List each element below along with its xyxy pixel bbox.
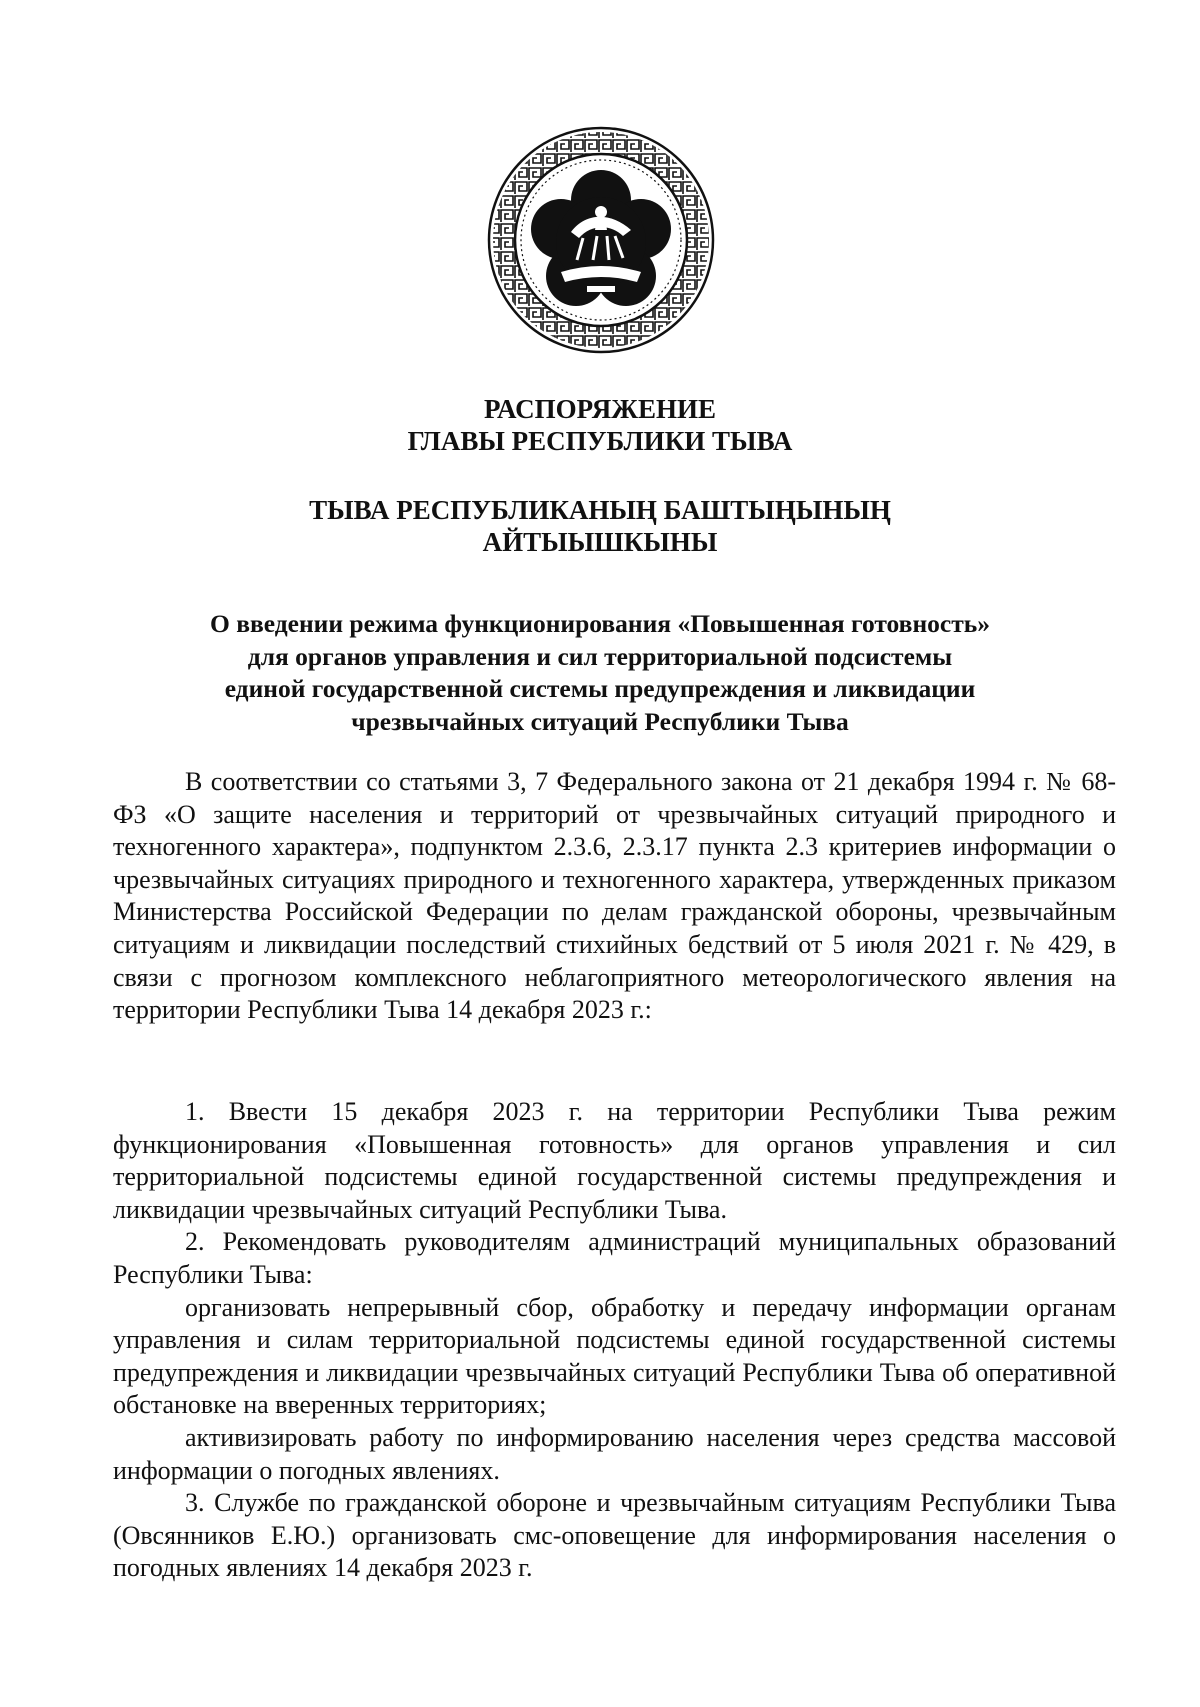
coat-of-arms-of-tuva-icon	[486, 125, 716, 355]
order-item-2: 2. Рекомендовать руководителям администраций муниципальных образований Республики Тыва:	[113, 1227, 1116, 1289]
subject-line3: единой государственной системы предупреждения и ликвидации	[224, 674, 976, 703]
order-title-line1: РАСПОРЯЖЕНИЕ	[483, 394, 717, 424]
preamble-paragraph	[113, 766, 1116, 1027]
order-title	[0, 393, 1200, 457]
order-title-line2: ГЛАВЫ РЕСПУБЛИКИ ТЫВА	[407, 426, 793, 456]
subject-line4: чрезвычайных ситуаций Республики Тыва	[351, 706, 849, 736]
tuvan-title-line1: ТЫВА РЕСПУБЛИКАНЫҢ БАШТЫҢЫНЫҢ	[309, 495, 891, 525]
order-item-2-subitem-2: активизировать работу по информированию населения через средства массовой информации о погодных явлениях.	[113, 1422, 1116, 1485]
tuvan-title-line2: АЙТЫЫШКЫНЫ	[482, 527, 718, 557]
order-items	[113, 1096, 1116, 1585]
subject-line1: О введении режима функционирования «Повышенная готовность»	[210, 609, 990, 638]
tuvan-title	[0, 494, 1200, 558]
document-subject	[0, 608, 1200, 738]
subject-line2: для органов управления и сил территориальной подсистемы	[247, 641, 953, 671]
preamble-text: В соответствии со статьями 3, 7 Федерального закона от 21 декабря 1994 г. № 68-ФЗ «О защите населения и территорий от чрезвычайных ситуаций природного и техногенного характера», подпунктом 2.3.6, 2.3.17 пункта 2.3 критериев информации о чрезвычайных ситуациях природного и техногенного характера, утвержденных приказом Министерства Российской Федерации по делам гражданской обороны, чрезвычайным ситуациям и ликвидации последствий стихийных бедствий от 5 июля 2021 г. № 429, в связи с прогнозом комплексного неблагоприятного метеорологического явления на территории Республики Тыва 14 декабря 2023 г.:	[113, 767, 1116, 1025]
order-item-3: 3. Службе по гражданской обороне и чрезвычайным ситуациям Республики Тыва (Овсянников Е.Ю.) организовать смс-оповещение для информирования населения о погодных явлениях 14 декабря 2023 г.	[113, 1488, 1116, 1583]
order-item-2-subitem-1: организовать непрерывный сбор, обработку и передачу информации органам управления и силам территориальной подсистемы единой государственной системы предупреждения и ликвидации чрезвычайных ситуаций Республики Тыва об оперативной обстановке на вверенных территориях;	[113, 1292, 1116, 1420]
order-item-1: 1. Ввести 15 декабря 2023 г. на территории Республики Тыва режим функционирования «Повышенная готовность» для органов управления и сил территориальной подсистемы единой государственной системы предупреждения и ликвидации чрезвычайных ситуаций Республики Тыва.	[113, 1097, 1116, 1224]
